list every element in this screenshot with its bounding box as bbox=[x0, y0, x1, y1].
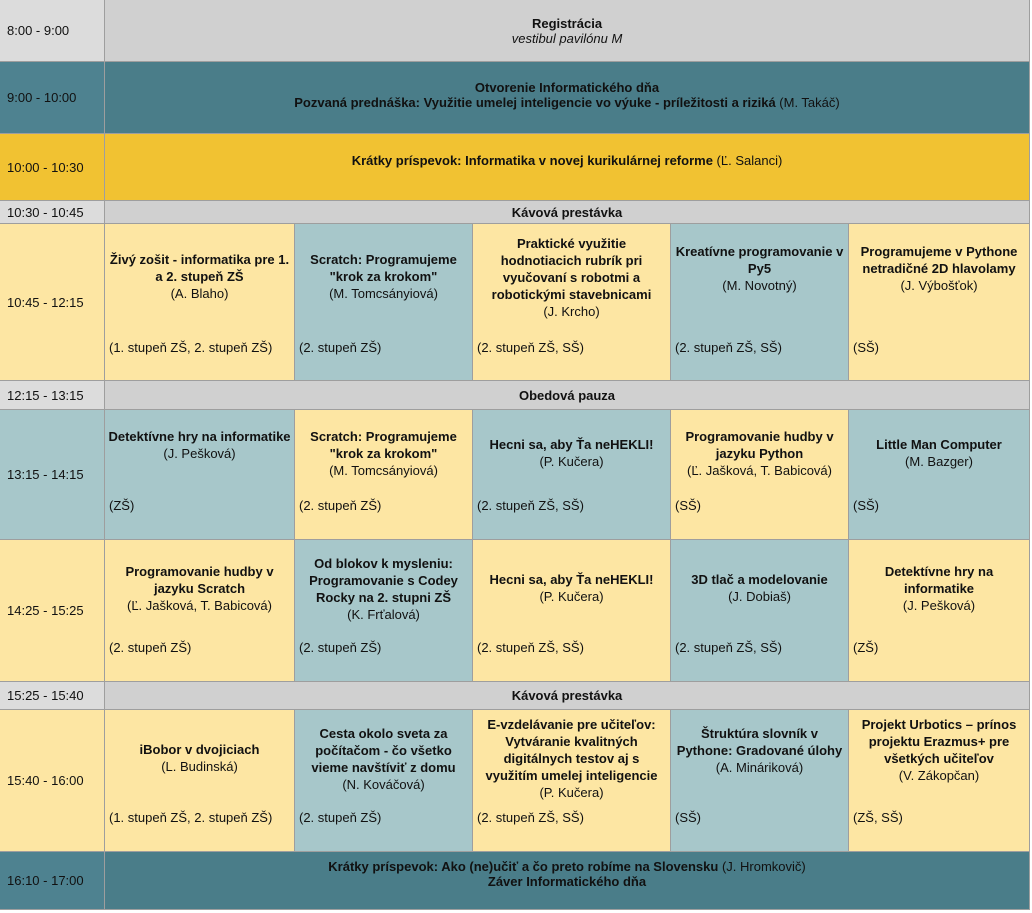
workshop-author: (P. Kučera) bbox=[539, 589, 604, 604]
workshop-audience: (SŠ) bbox=[675, 498, 701, 513]
workshop-author: (M. Tomcsányiová) bbox=[329, 286, 438, 301]
workshop-title: Programovanie hudby v jazyku Python bbox=[685, 429, 834, 461]
workshop-author: (J. Pešková) bbox=[163, 446, 236, 461]
closing-cell bbox=[105, 852, 1030, 910]
workshop-title: Kreatívne programovanie v Py5 bbox=[675, 244, 844, 276]
session-2-workshop-3 bbox=[473, 410, 671, 540]
workshop-title: Praktické využitie hodnotiacich rubrík pri vyučovaní s robotmi a robotickými stavebnicami bbox=[491, 236, 652, 302]
workshop-audience: (2. stupeň ZŠ, SŠ) bbox=[675, 340, 782, 355]
registration-cell bbox=[105, 0, 1030, 62]
session-4-workshop-2 bbox=[295, 710, 473, 852]
workshop-author: (J. Dobiaš) bbox=[728, 589, 791, 604]
workshop-title: Programujeme v Pythone netradičné 2D hlavolamy bbox=[860, 244, 1018, 276]
short-talk-title: Krátky príspevok: Informatika v novej kurikulárnej reforme bbox=[351, 152, 713, 168]
workshop-audience: (2. stupeň ZŠ, SŠ) bbox=[477, 640, 584, 655]
workshop-author: (A. Blaho) bbox=[170, 286, 229, 301]
closing-talk-title: Krátky príspevok: Ako (ne)učiť a čo preto robíme na Slovensku bbox=[328, 858, 719, 874]
workshop-author: (J. Pešková) bbox=[902, 598, 976, 613]
workshop-author: (N. Kováčová) bbox=[342, 777, 425, 792]
session-1-workshop-4 bbox=[671, 224, 849, 381]
registration-title: Registrácia bbox=[531, 15, 603, 31]
keynote-author: (M. Takáč) bbox=[775, 94, 840, 110]
workshop-title: Little Man Computer bbox=[876, 437, 1002, 452]
workshop-audience: (2. stupeň ZŠ) bbox=[299, 340, 382, 355]
time-short-talk: 10:00 - 10:30 bbox=[0, 134, 105, 201]
workshop-title: Scratch: Programujeme "krok za krokom" bbox=[310, 429, 457, 461]
workshop-audience: (2. stupeň ZŠ, SŠ) bbox=[477, 498, 584, 513]
workshop-audience: (1. stupeň ZŠ, 2. stupeň ZŠ) bbox=[109, 340, 273, 355]
workshop-author: (Ľ. Jašková, T. Babicová) bbox=[127, 598, 272, 613]
closing-title: Záver Informatického dňa bbox=[487, 873, 647, 889]
workshop-author: (M. Novotný) bbox=[722, 278, 797, 293]
opening-cell bbox=[105, 62, 1030, 134]
workshop-title: 3D tlač a modelovanie bbox=[691, 572, 828, 587]
session-2-workshop-4 bbox=[671, 410, 849, 540]
workshop-title: Cesta okolo sveta za počítačom - čo všetko vieme navštíviť z domu bbox=[311, 726, 456, 775]
time-session-4: 15:40 - 16:00 bbox=[0, 710, 105, 852]
time-session-2: 13:15 - 14:15 bbox=[0, 410, 105, 540]
coffee-break-1: Kávová prestávka bbox=[105, 201, 1030, 224]
time-session-1: 10:45 - 12:15 bbox=[0, 224, 105, 381]
workshop-author: (J. Výbošťok) bbox=[900, 278, 978, 293]
workshop-audience: (ZŠ, SŠ) bbox=[853, 810, 903, 825]
time-reg: 8:00 - 9:00 bbox=[0, 0, 105, 62]
workshop-author: (P. Kučera) bbox=[539, 785, 604, 800]
workshop-title: Scratch: Programujeme "krok za krokom" bbox=[310, 252, 457, 284]
time-coffee-1: 10:30 - 10:45 bbox=[0, 201, 105, 224]
workshop-audience: (2. stupeň ZŠ, SŠ) bbox=[477, 810, 584, 825]
time-session-3: 14:25 - 15:25 bbox=[0, 540, 105, 682]
workshop-title: Projekt Urbotics – prínos projektu Erazmus+ pre všetkých učiteľov bbox=[861, 717, 1017, 766]
workshop-title: Hecni sa, aby Ťa neHEKLI! bbox=[489, 572, 654, 587]
session-3-workshop-4 bbox=[671, 540, 849, 682]
workshop-audience: (ZŠ) bbox=[853, 640, 879, 655]
coffee-break-2: Kávová prestávka bbox=[105, 682, 1030, 710]
time-opening: 9:00 - 10:00 bbox=[0, 62, 105, 134]
opening-title: Otvorenie Informatického dňa bbox=[474, 79, 660, 95]
workshop-title: Živý zošit - informatika pre 1. a 2. stupeň ZŠ bbox=[109, 252, 290, 284]
registration-location: vestibul pavilónu M bbox=[511, 30, 623, 46]
session-1-workshop-3 bbox=[473, 224, 671, 381]
workshop-audience: (SŠ) bbox=[853, 498, 879, 513]
workshop-author: (K. Frťalová) bbox=[347, 607, 420, 622]
session-2-workshop-2 bbox=[295, 410, 473, 540]
session-1-workshop-1 bbox=[105, 224, 295, 381]
workshop-title: E-vzdelávanie pre učiteľov: Vytváranie kvalitných digitálnych testov aj s využitím umelej inteligencie bbox=[485, 717, 658, 783]
workshop-audience: (ZŠ) bbox=[109, 498, 135, 513]
workshop-title: iBobor v dvojiciach bbox=[139, 742, 260, 757]
workshop-audience: (1. stupeň ZŠ, 2. stupeň ZŠ) bbox=[109, 810, 273, 825]
workshop-audience: (2. stupeň ZŠ) bbox=[299, 810, 382, 825]
session-2-workshop-1 bbox=[105, 410, 295, 540]
session-3-workshop-5 bbox=[849, 540, 1030, 682]
session-4-workshop-5 bbox=[849, 710, 1030, 852]
workshop-audience: (SŠ) bbox=[853, 340, 879, 355]
workshop-audience: (2. stupeň ZŠ) bbox=[109, 640, 192, 655]
workshop-audience: (SŠ) bbox=[675, 810, 701, 825]
session-1-workshop-5 bbox=[849, 224, 1030, 381]
workshop-author: (V. Zákopčan) bbox=[898, 768, 980, 783]
session-4-workshop-4 bbox=[671, 710, 849, 852]
session-4-workshop-3 bbox=[473, 710, 671, 852]
workshop-title: Od blokov k mysleniu: Programovanie s Codey Rocky na 2. stupni ZŠ bbox=[309, 556, 458, 605]
workshop-title: Detektívne hry na informatike bbox=[884, 564, 994, 596]
time-coffee-2: 15:25 - 15:40 bbox=[0, 682, 105, 710]
workshop-author: (M. Bazger) bbox=[905, 454, 973, 469]
workshop-author: (P. Kučera) bbox=[539, 454, 604, 469]
session-4-workshop-1 bbox=[105, 710, 295, 852]
session-3-workshop-2 bbox=[295, 540, 473, 682]
lunch-break: Obedová pauza bbox=[105, 381, 1030, 410]
session-2-workshop-5 bbox=[849, 410, 1030, 540]
workshop-author: (Ľ. Jašková, T. Babicová) bbox=[687, 463, 832, 478]
workshop-title: Detektívne hry na informatike bbox=[108, 429, 291, 444]
workshop-audience: (2. stupeň ZŠ, SŠ) bbox=[675, 640, 782, 655]
workshop-audience: (2. stupeň ZŠ) bbox=[299, 640, 382, 655]
workshop-title: Programovanie hudby v jazyku Scratch bbox=[125, 564, 274, 596]
short-talk-author: (Ľ. Salanci) bbox=[712, 152, 783, 168]
session-3-workshop-3 bbox=[473, 540, 671, 682]
session-3-workshop-1 bbox=[105, 540, 295, 682]
session-1-workshop-2 bbox=[295, 224, 473, 381]
workshop-audience: (2. stupeň ZŠ, SŠ) bbox=[477, 340, 584, 355]
workshop-title: Hecni sa, aby Ťa neHEKLI! bbox=[489, 437, 654, 452]
workshop-author: (A. Mináriková) bbox=[715, 760, 804, 775]
workshop-author: (L. Budinská) bbox=[161, 759, 238, 774]
workshop-author: (J. Krcho) bbox=[543, 304, 600, 319]
time-closing: 16:10 - 17:00 bbox=[0, 852, 105, 910]
keynote-title: Pozvaná prednáška: Využitie umelej inteligencie vo výuke - príležitosti a riziká bbox=[294, 94, 776, 110]
closing-talk-author: (J. Hromkovič) bbox=[718, 858, 806, 874]
time-lunch: 12:15 - 13:15 bbox=[0, 381, 105, 410]
workshop-title: Štruktúra slovník v Pythone: Gradované úlohy bbox=[676, 726, 843, 758]
short-talk-cell bbox=[105, 134, 1030, 201]
workshop-author: (M. Tomcsányiová) bbox=[329, 463, 438, 478]
workshop-audience: (2. stupeň ZŠ) bbox=[299, 498, 382, 513]
